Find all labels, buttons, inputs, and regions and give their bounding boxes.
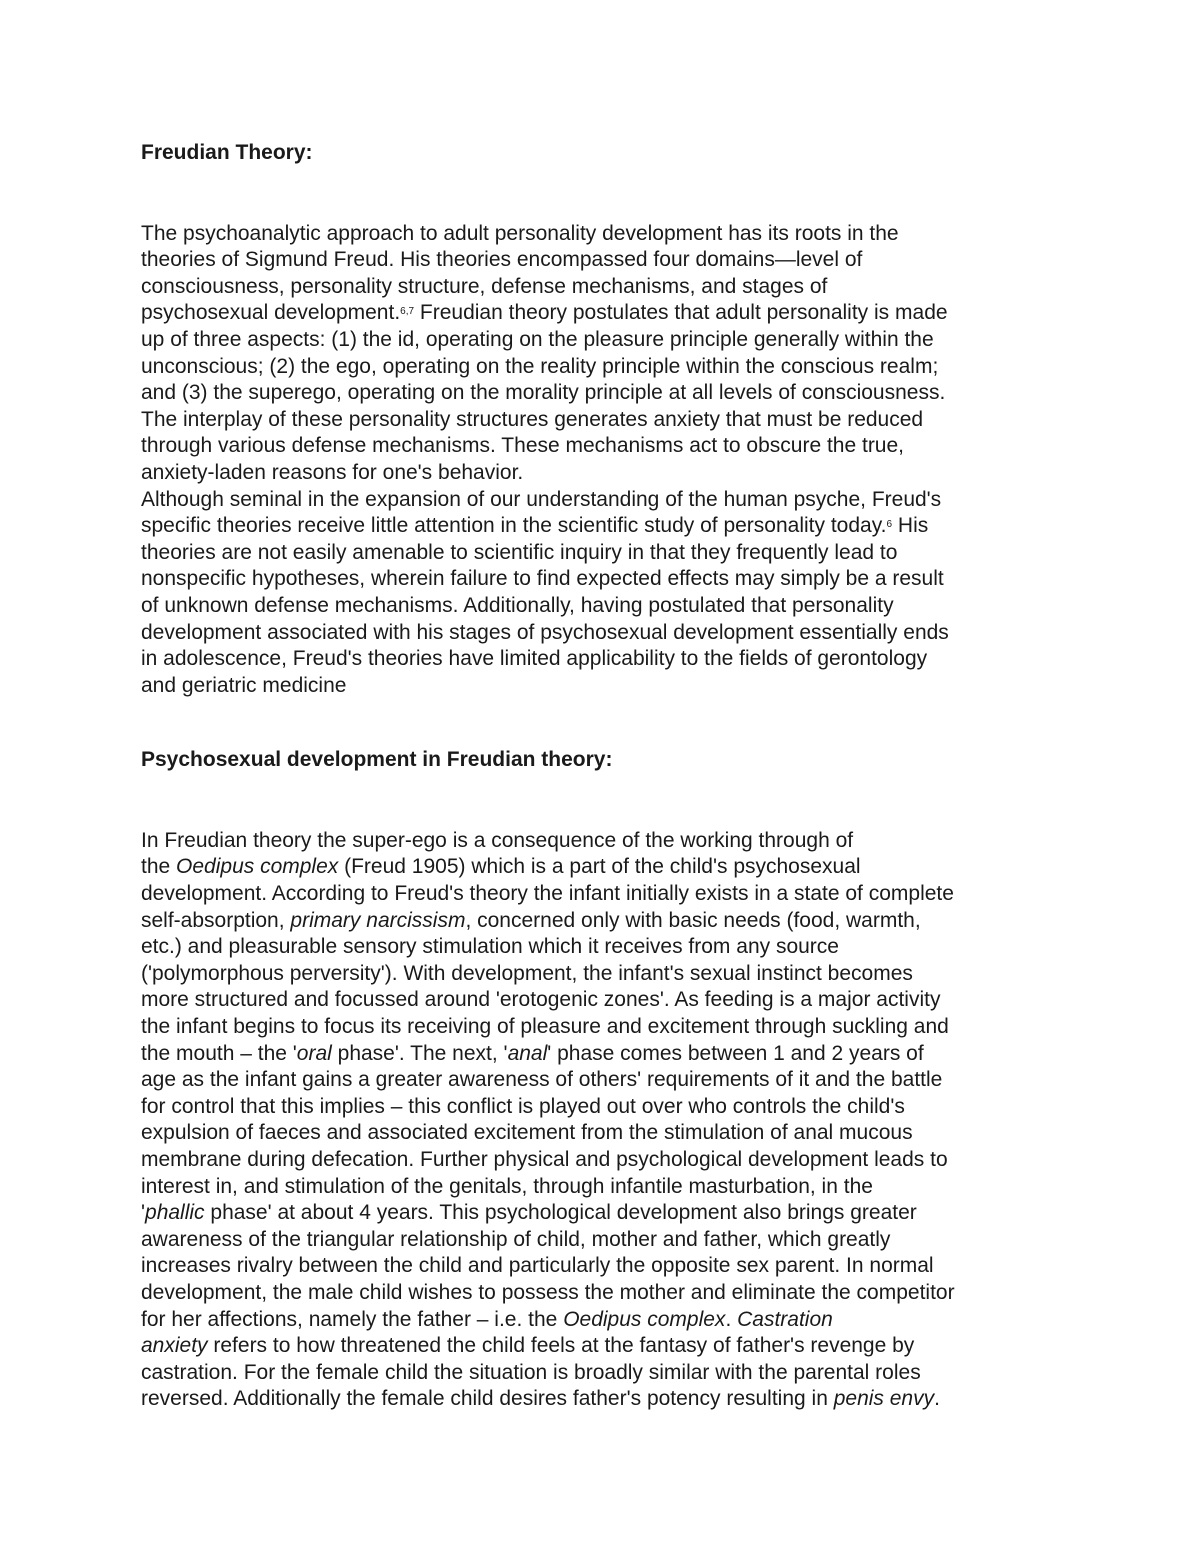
italic-term: Oedipus complex (176, 855, 339, 879)
paragraph-psychosexual (141, 828, 1061, 1413)
text-span: reversed. Additionally the female child desires father's potency resulting in (141, 1387, 834, 1411)
text-line: unconscious; (2) the ego, operating on the reality principle within the conscious realm; (141, 354, 939, 378)
text-line: increases rivalry between the child and particularly the opposite sex parent. In normal (141, 1254, 934, 1278)
text-line: theories of Sigmund Freud. His theories encompassed four domains—level of (141, 248, 863, 272)
italic-term: phallic (145, 1201, 205, 1225)
text-span: refers to how threatened the child feels at the fantasy of father's revenge by (207, 1334, 915, 1358)
text-span: . (725, 1307, 738, 1331)
text-line (141, 300, 1061, 327)
text-line: through various defense mechanisms. These mechanisms act to obscure the true, (141, 434, 905, 458)
text-line: age as the infant gains a greater awareness of others' requirements of it and the battle (141, 1068, 943, 1092)
text-span: specific theories receive little attention in the scientific study of personality today. (141, 514, 887, 538)
text-line (141, 854, 1061, 881)
text-line: The psychoanalytic approach to adult personality development has its roots in the (141, 221, 899, 245)
reference-superscript: 6 (886, 519, 893, 531)
italic-term: Oedipus complex (563, 1307, 726, 1331)
text-line: The interplay of these personality structures generates anxiety that must be reduced (141, 407, 924, 431)
text-line: and (3) the superego, operating on the morality principle at all levels of consciousness. (141, 381, 946, 405)
italic-term: Castration (737, 1307, 833, 1331)
text-line: more structured and focussed around 'erotogenic zones'. As feeding is a major activity (141, 988, 941, 1012)
italic-term: oral (296, 1041, 332, 1065)
italic-term: primary narcissism (290, 908, 466, 932)
document-page (141, 140, 1061, 1413)
italic-term: anal (507, 1041, 548, 1065)
text-line (141, 1041, 1061, 1068)
text-line: awareness of the triangular relationship of child, mother and father, which greatly (141, 1227, 891, 1251)
text-span: Freudian theory postulates that adult personality is made (414, 301, 948, 325)
text-line: interest in, and stimulation of the genitals, through infantile masturbation, in the (141, 1174, 873, 1198)
text-span: (Freud 1905) which is a part of the child's psychosexual (338, 855, 861, 879)
text-line: development. According to Freud's theory the infant initially exists in a state of complete (141, 882, 954, 906)
text-line (141, 1200, 1061, 1227)
text-line: and geriatric medicine (141, 673, 347, 697)
paragraph-seminal (141, 487, 1061, 700)
text-line: in adolescence, Freud's theories have limited applicability to the fields of gerontology (141, 647, 928, 671)
text-line: Although seminal in the expansion of our understanding of the human psyche, Freud's (141, 487, 942, 511)
paragraph-psychoanalytic-approach (141, 221, 1061, 487)
text-span: the mouth – the ' (141, 1041, 297, 1065)
text-line: development associated with his stages of psychosexual development essentially ends (141, 620, 949, 644)
text-line: ('polymorphous perversity'). With development, the infant's sexual instinct becomes (141, 961, 913, 985)
text-line: the infant begins to focus its receiving of pleasure and excitement through suckling and (141, 1015, 949, 1039)
text-line: expulsion of faeces and associated excitement from the stimulation of anal mucous (141, 1121, 913, 1145)
reference-superscript: 6,7 (400, 306, 415, 318)
text-span: phase' at about 4 years. This psychological development also brings greater (204, 1201, 917, 1225)
text-span: ' phase comes between 1 and 2 years of (547, 1041, 924, 1065)
text-line: development, the male child wishes to possess the mother and eliminate the competitor (141, 1280, 955, 1304)
text-line: membrane during defecation. Further physical and psychological development leads to (141, 1148, 948, 1171)
heading-freudian-theory: Freudian Theory: (141, 141, 313, 164)
text-span: phase'. The next, ' (331, 1041, 508, 1065)
text-span: . (934, 1387, 940, 1411)
text-line: etc.) and pleasurable sensory stimulation which it receives from any source (141, 935, 839, 959)
spacer (141, 774, 1061, 828)
text-line (141, 513, 1061, 540)
text-line: theories are not easily amenable to scientific inquiry in that they frequently lead to (141, 540, 898, 564)
text-line: of unknown defense mechanisms. Additionally, having postulated that personality (141, 593, 894, 617)
text-span: His (892, 514, 929, 538)
text-line: up of three aspects: (1) the id, operating on the pleasure principle generally within the (141, 327, 934, 351)
text-line: consciousness, personality structure, defense mechanisms, and stages of (141, 274, 828, 298)
text-span: for her affections, namely the father – i.e. the (141, 1307, 564, 1331)
text-span: ' (141, 1201, 146, 1225)
text-line: nonspecific hypotheses, wherein failure to find expected effects may simply be a result (141, 567, 944, 591)
text-span: , concerned only with basic needs (food, warmth, (465, 908, 921, 932)
text-span: psychosexual development. (141, 301, 401, 325)
text-line: castration. For the female child the situation is broadly similar with the parental roles (141, 1360, 921, 1384)
italic-term: anxiety (141, 1334, 208, 1358)
text-span: self-absorption, (141, 908, 291, 932)
text-line: anxiety-laden reasons for one's behavior. (141, 460, 524, 484)
text-span: the (141, 855, 177, 879)
text-line (141, 1386, 1061, 1413)
text-line: In Freudian theory the super-ego is a consequence of the working through of (141, 828, 854, 852)
spacer (141, 699, 1061, 747)
text-line: for control that this implies – this conflict is played out over who controls the child's (141, 1094, 905, 1118)
text-line (141, 1307, 1061, 1334)
text-line (141, 908, 1061, 935)
italic-term: penis envy (833, 1387, 935, 1411)
heading-psychosexual-development: Psychosexual development in Freudian theory: (141, 748, 613, 772)
text-line (141, 1333, 1061, 1360)
